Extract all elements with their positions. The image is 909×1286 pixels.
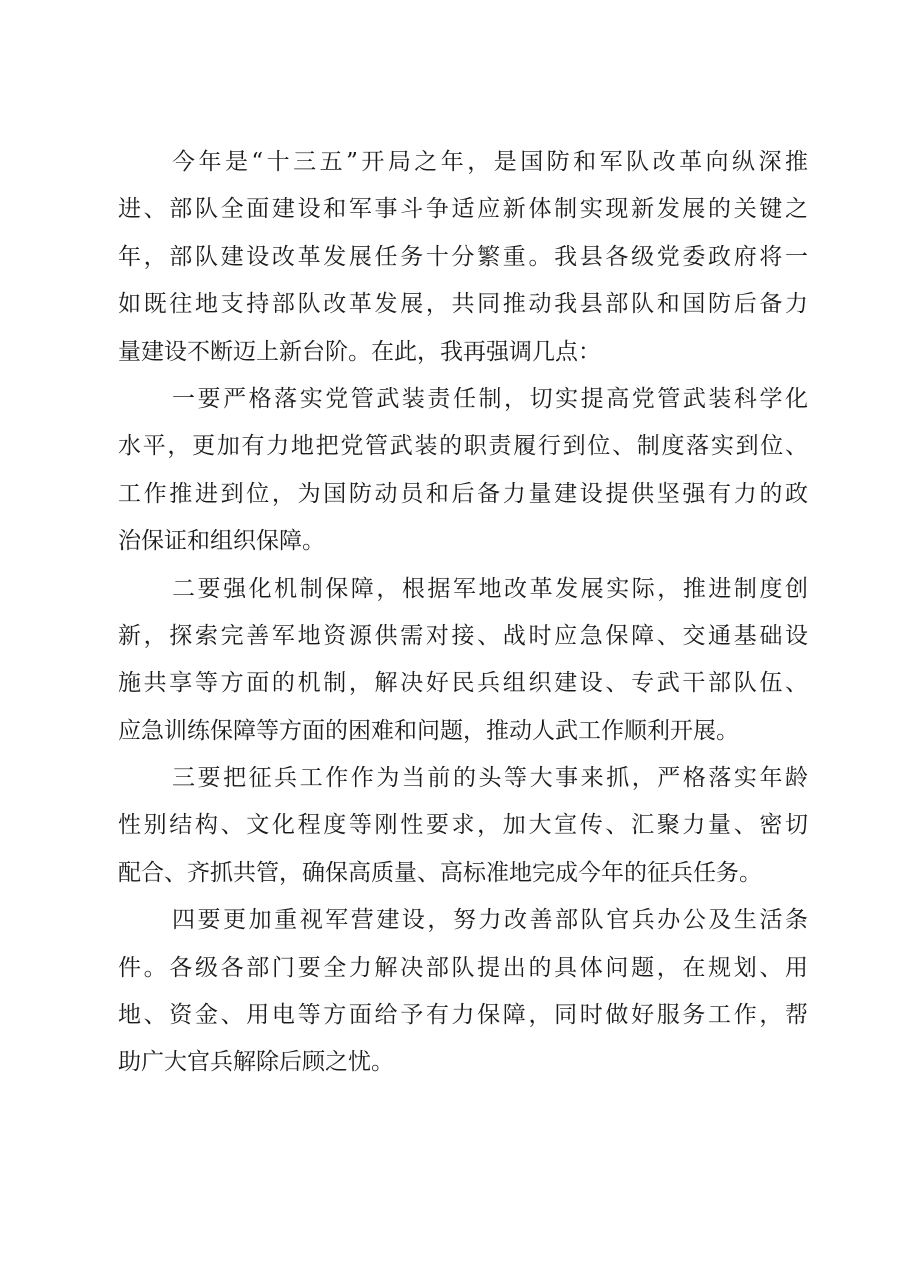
paragraph-line: 性别结构、文化程度等刚性要求，加大宣传、汇聚力量、密切 xyxy=(118,812,808,839)
paragraph-line: 件。各级各部门要全力解决部队提出的具体问题，在规划、用 xyxy=(118,954,808,981)
paragraph-line: 工作推进到位，为国防动员和后备力量建设提供坚强有力的政 xyxy=(118,480,808,507)
paragraph-line: 进、部队全面建设和军事斗争适应新体制实现新发展的关键之 xyxy=(118,196,808,223)
paragraph xyxy=(118,566,808,756)
paragraph-line: 今年是“十三五”开局之年，是国防和军队改革向纵深推 xyxy=(172,149,808,175)
document-body xyxy=(118,139,808,1087)
paragraph-line: 二要强化机制保障，根据军地改革发展实际，推进制度创 xyxy=(172,575,808,602)
paragraph-line: 水平，更加有力地把党管武装的职责履行到位、制度落实到位、 xyxy=(118,433,808,460)
paragraph xyxy=(118,139,808,376)
paragraph-line: 如既往地支持部队改革发展，共同推动我县部队和国防后备力 xyxy=(118,291,808,318)
paragraph-line: 三要把征兵工作作为当前的头等大事来抓，严格落实年龄 xyxy=(172,765,808,792)
paragraph-line: 四要更加重视军营建设，努力改善部队官兵办公及生活条 xyxy=(172,907,808,934)
paragraph-line: 一要严格落实党管武装责任制，切实提高党管武装科学化 xyxy=(172,385,808,412)
paragraph-line: 施共享等方面的机制，解决好民兵组织建设、专武干部队伍、 xyxy=(118,670,808,697)
paragraph-line: 新，探索完善军地资源供需对接、战时应急保障、交通基础设 xyxy=(118,622,808,649)
paragraph-line: 年，部队建设改革发展任务十分繁重。我县各级党委政府将一 xyxy=(118,243,808,270)
paragraph-line: 助广大官兵解除后顾之忧。 xyxy=(118,1049,394,1076)
paragraph xyxy=(118,897,808,1087)
paragraph-line: 量建设不断迈上新台阶。在此，我再强调几点： xyxy=(118,338,601,365)
paragraph-line: 治保证和组织保障。 xyxy=(118,528,325,555)
paragraph-line: 应急训练保障等方面的困难和问题，推动人武工作顺利开展。 xyxy=(118,717,739,744)
paragraph xyxy=(118,376,808,566)
paragraph-line: 配合、齐抓共管，确保高质量、高标准地完成今年的征兵任务。 xyxy=(118,859,762,886)
paragraph xyxy=(118,755,808,897)
paragraph-line: 地、资金、用电等方面给予有力保障，同时做好服务工作，帮 xyxy=(118,1002,808,1029)
